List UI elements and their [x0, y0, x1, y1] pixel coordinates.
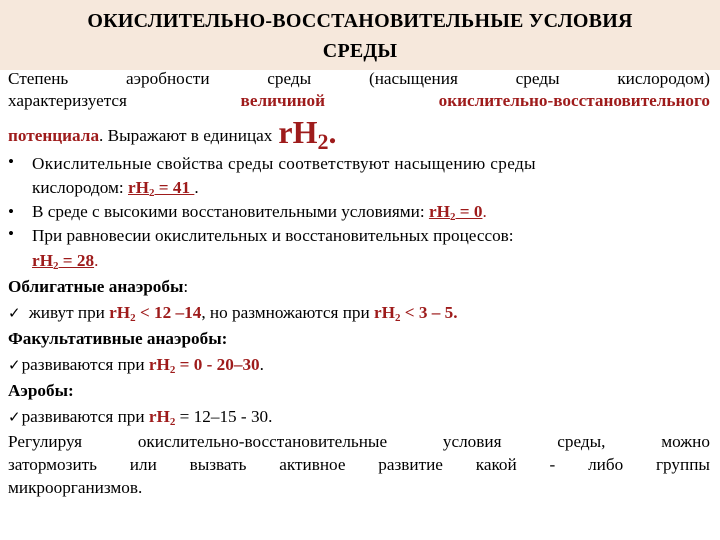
rh-subscript: 2	[317, 129, 329, 154]
conclusion-word: можно	[661, 432, 710, 451]
rh-subscript: 2	[53, 260, 59, 272]
body-text: живут при	[24, 303, 110, 322]
bullet-oxidizing	[8, 152, 710, 200]
bullet-text: кислородом:	[32, 178, 128, 197]
conclusion-word: вызвать	[189, 455, 247, 474]
section-heading: Факультативные анаэробы:	[8, 329, 228, 348]
bullet-reducing	[8, 200, 710, 224]
title-line-2: СРЕДЫ	[322, 40, 398, 62]
bullet-tail: .	[482, 202, 487, 221]
obligate-line	[8, 300, 710, 326]
page-title	[0, 6, 720, 66]
title-line-1: ОКИСЛИТЕЛЬНО-ВОССТАНОВИТЕЛЬНЫЕ УСЛОВИЯ	[87, 10, 633, 32]
rh-value-0	[429, 202, 482, 221]
conclusion-line-3	[8, 476, 710, 499]
rh-range	[149, 355, 260, 374]
body-text: развиваются при	[21, 407, 149, 426]
bullet-text: В среде с высокими восстановительными условиями:	[32, 202, 429, 221]
highlight-magnitude: величиной	[240, 91, 325, 110]
units-text: . Выражают в единицах	[99, 126, 273, 145]
rh-subscript: 2	[169, 416, 176, 428]
rh-text: rH	[32, 251, 53, 270]
bullet-text: При равновесии окислительных и восстановительных процессов:	[32, 226, 514, 245]
conclusion-word: микроорганизмов.	[8, 478, 143, 497]
conclusion-word: -	[549, 455, 556, 474]
rh-text: rH	[109, 303, 131, 322]
rh-unit-label	[278, 114, 337, 154]
checkmark-icon: ✓	[8, 304, 21, 322]
intro-line-1	[8, 68, 710, 90]
bullet-icon: •	[8, 202, 15, 221]
intro-word: кислородом)	[617, 69, 710, 88]
rh-value-28	[32, 251, 94, 270]
bullet-icon: •	[8, 224, 15, 243]
conclusion-word: условия	[442, 432, 502, 451]
rh-value: = 0	[455, 202, 483, 221]
rh-value: = 41	[154, 178, 195, 197]
rh-text: rH	[128, 178, 149, 197]
rh-dot: .	[328, 114, 337, 150]
facultative-heading	[8, 326, 710, 352]
rh-value: = 0 - 20–30	[175, 355, 260, 374]
conclusion-word: затормозить	[8, 455, 97, 474]
rh-value: < 3 – 5.	[400, 303, 458, 322]
intro-line-3	[8, 112, 710, 152]
intro-word: аэробности	[126, 69, 210, 88]
checkmark-icon: ✓	[8, 356, 21, 374]
section-heading: Аэробы:	[8, 381, 74, 400]
bullet-line	[32, 176, 710, 200]
bullet-line	[32, 224, 710, 248]
section-heading: Облигатные анаэробы	[8, 277, 184, 296]
bullet-text: Окислительные свойства среды соответствуют насыщению среды	[32, 154, 536, 173]
intro-line-2	[8, 90, 710, 112]
conclusion-word: активное	[279, 455, 346, 474]
bullet-icon: •	[8, 152, 15, 171]
intro-word: (насыщения	[368, 69, 458, 88]
obligate-heading	[8, 274, 710, 300]
body-text: развиваются при	[21, 355, 149, 374]
bullet-equilibrium	[8, 224, 710, 274]
aerobes-heading	[8, 378, 710, 404]
conclusion-word: или	[129, 455, 157, 474]
rh-text: rH	[428, 202, 450, 221]
heading-colon: :	[183, 277, 189, 296]
conclusion-line-1	[8, 430, 710, 453]
aerobes-line	[8, 404, 710, 430]
rh-subscript: 2	[130, 312, 136, 324]
bullet-tail: .	[94, 251, 99, 270]
rh-value-41	[128, 178, 194, 197]
rh-text: rH	[373, 303, 395, 322]
facultative-line	[8, 352, 710, 378]
conclusion-word: среды,	[557, 432, 606, 451]
rh-value: < 12 –14	[135, 303, 202, 322]
body-text: , но размножаются при	[201, 303, 374, 322]
checkmark-icon: ✓	[8, 408, 21, 426]
conclusion-line-2	[8, 453, 710, 476]
rh-subscript: 2	[394, 312, 401, 324]
highlight-redox: окислительно-восстановительного	[438, 91, 710, 110]
conclusion-word: Регулируя	[8, 432, 83, 451]
rh-text: rH	[148, 355, 170, 374]
intro-word: характеризуется	[8, 91, 127, 110]
rh-range-growth	[109, 303, 201, 322]
conclusion-word: окислительно-восстановительные	[137, 432, 388, 451]
rh-value: = 12–15 - 30.	[175, 407, 273, 426]
body-tail: .	[259, 355, 264, 374]
bullet-line	[32, 248, 710, 274]
conclusion-word: либо	[588, 455, 624, 474]
conclusion-word: какой	[475, 455, 517, 474]
intro-word: среды	[267, 69, 312, 88]
intro-word: Степень	[8, 69, 69, 88]
slide-content	[8, 68, 710, 499]
intro-word: среды	[515, 69, 560, 88]
rh-text: rH	[278, 114, 318, 150]
conclusion-word: развитие	[378, 455, 443, 474]
highlight-potential: потенциала	[8, 126, 100, 145]
bullet-line	[32, 152, 710, 176]
rh-value: = 28	[58, 251, 95, 270]
rh-subscript: 2	[449, 211, 456, 223]
bullet-tail: .	[194, 178, 199, 197]
rh-range-reproduction	[374, 303, 458, 322]
rh-subscript: 2	[149, 187, 155, 199]
rh-text: rH	[148, 407, 170, 426]
rh-subscript: 2	[169, 364, 176, 376]
conclusion-word: группы	[655, 455, 710, 474]
